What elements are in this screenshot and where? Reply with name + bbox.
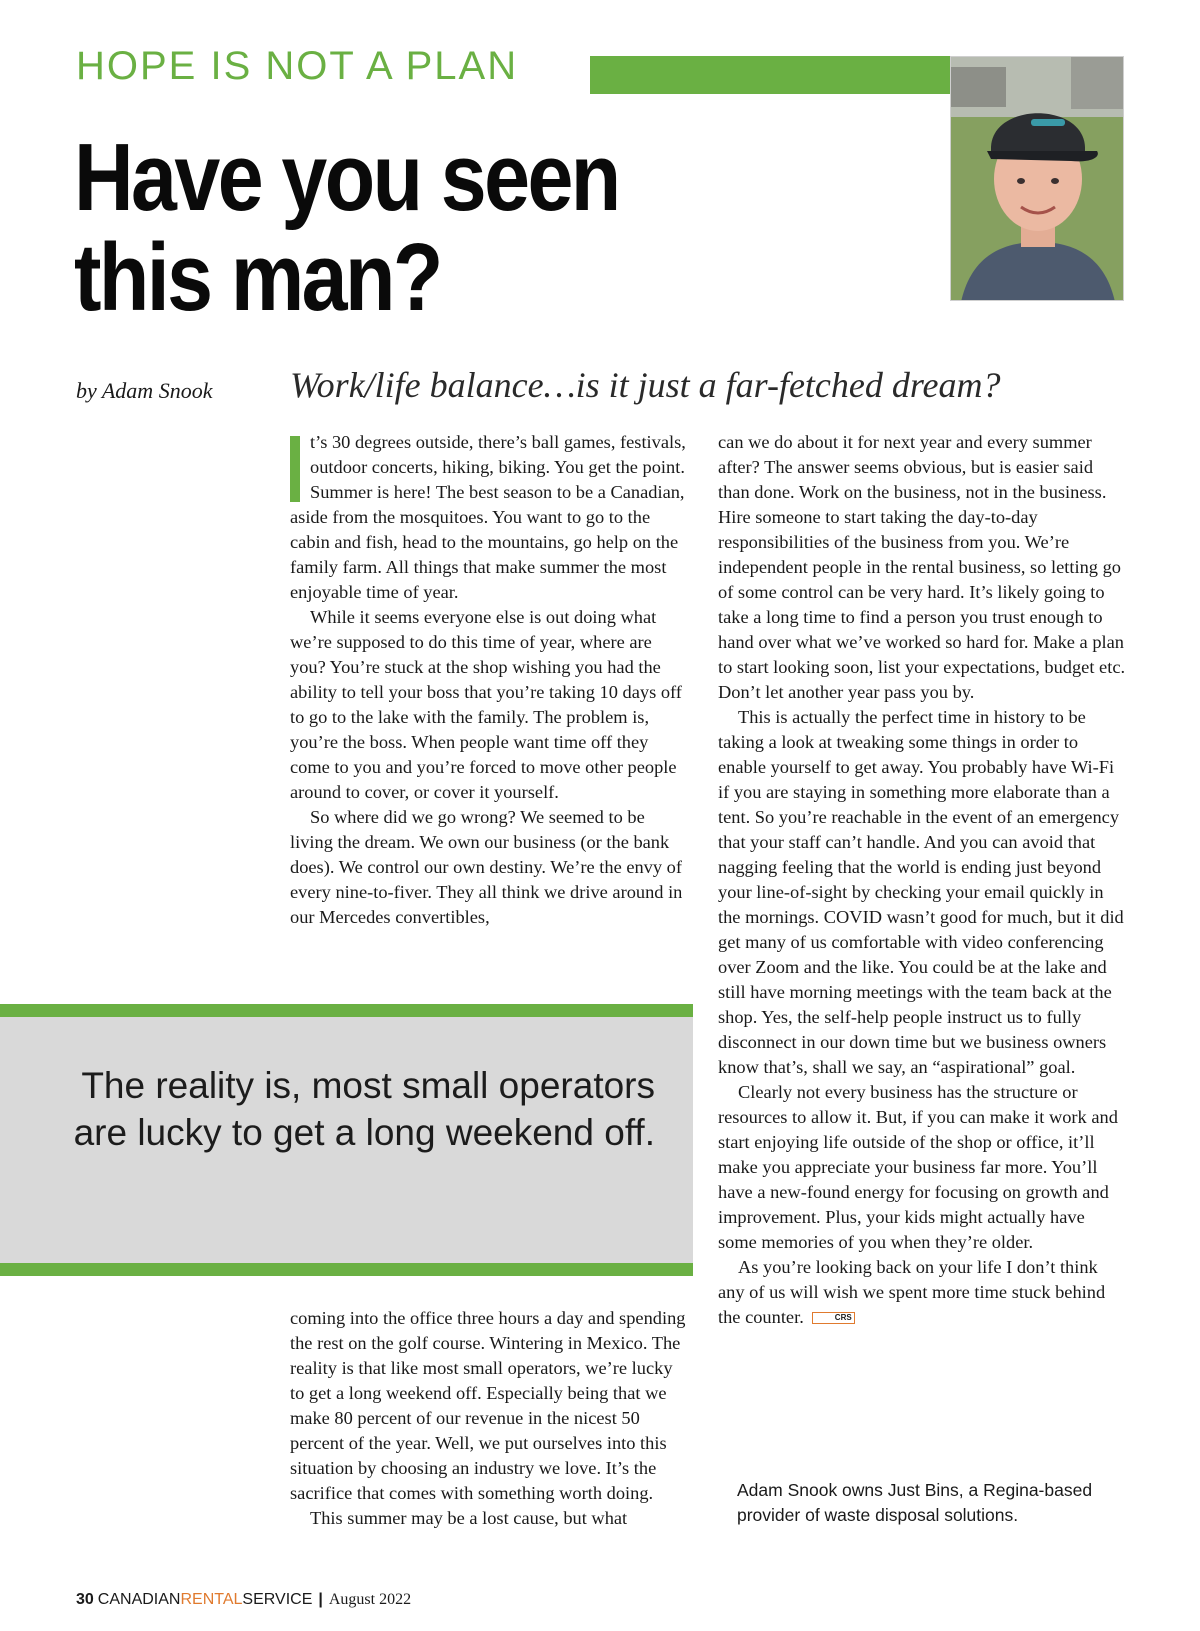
pullquote-bottom-rule <box>0 1263 693 1276</box>
headline <box>74 124 619 331</box>
paragraph: Clearly not every business has the structure or resources to allow it. But, if you can make it work and start enjoying life outside of the shop or office, it’ll make you appreciate your business far more. You’ll have a new-found energy for focusing on growth and improvement. Plus, your kids might actually have some memories of you when they’re older. <box>718 1082 1118 1252</box>
body-column-1 <box>290 430 686 930</box>
headline-line-1: Have you seen <box>74 124 619 231</box>
paragraph: This summer may be a lost cause, but what <box>310 1508 628 1528</box>
drop-cap <box>290 436 300 502</box>
kicker-rule <box>590 56 950 94</box>
byline: by Adam Snook <box>76 378 213 403</box>
paragraph: t’s 30 degrees outside, there’s ball games, festivals, outdoor concerts, hiking, biking. You get the point. Summer is here! The best season to be a Canadian, aside from the mosquitoes. You want to go to the cabin and fish, head to the mountains, go help on the family farm. All things that make summer the most enjoyable time of year. <box>290 432 686 602</box>
page-footer <box>76 1590 411 1610</box>
footer-separator: | <box>318 1591 323 1608</box>
pullquote-text: The reality is, most small operators are lucky to get a long weekend off. <box>73 1065 655 1153</box>
headline-line-2: this man? <box>74 224 441 331</box>
author-photo <box>950 56 1124 301</box>
pullquote-top-rule <box>0 1004 693 1017</box>
issue-date: August 2022 <box>328 1591 412 1608</box>
body-column-2 <box>718 430 1126 1330</box>
paragraph: So where did we go wrong? We seemed to be living the dream. We own our business (or the bank does). We control our own destiny. We’re the envy of every nine-to-fiver. They all think we drive around in our Mercedes convertibles, <box>290 807 683 927</box>
publication-name: CANADIANRENTALSERVICE <box>97 1591 313 1608</box>
page-number: 30 <box>76 1591 94 1608</box>
deck: Work/life balance…is it just a far-fetched dream? <box>290 365 1001 405</box>
paragraph: This is actually the perfect time in history to be taking a look at tweaking some things in order to enable yourself to get away. You probably have Wi-Fi if you are staying in something more elaborate than a tent. So you’re reachable in the event of an emergency that your staff can’t handle. And you can avoid that nagging feeling that the world is ending just beyond your line-of-sight by checking your email quickly in the mornings. COVID wasn’t good for much, but it did get many of us comfortable with video conferencing over Zoom and the like. You could be at the lake and still have morning meetings with the team back at the shop. Yes, the self-help people instruct us to fully disconnect in our down time but we business owners know that’s, shall we say, an “aspirational” goal. <box>718 707 1124 1077</box>
paragraph: can we do about it for next year and every summer after? The answer seems obvious, but is easier said than done. Work on the business, not in the business. Hire someone to start taking the day-to-day responsibilities of the business from you. We’re independent people in the rental business, so letting go of some control can be very hard. It’s likely going to take a long time to find a person you trust enough to hand over what we’ve worked so hard for. Make a plan to start looking soon, list your expectations, budget etc. Don’t let another year pass you by. <box>718 432 1126 702</box>
crs-end-mark-icon: CRS <box>812 1312 855 1324</box>
author-bio: Adam Snook owns Just Bins, a Regina-based provider of waste disposal solutions. <box>737 1480 1093 1525</box>
paragraph: While it seems everyone else is out doing what we’re supposed to do this time of year, where are you? You’re stuck at the shop wishing you had the ability to tell your boss that you’re taking 10 days off to go to the lake with the family. The problem is, you’re the boss. When people want time off they come to you and you’re forced to move other people around to cover, or cover it yourself. <box>290 607 682 802</box>
paragraph: coming into the office three hours a day and spending the rest on the golf course. Wintering in Mexico. The reality is that like most small operators, we’re lucky to get a long weekend off. Especially being that we make 80 percent of our revenue in the nicest 50 percent of the year. Well, we put ourselves into this situation by choosing an industry we love. It’s the sacrifice that comes with something worth doing. <box>290 1308 686 1503</box>
body-column-1-continued <box>290 1306 686 1531</box>
section-kicker: HOPE IS NOT A PLAN <box>76 44 519 88</box>
paragraph: As you’re looking back on your life I don’t think any of us will wish we spent more time stuck behind the counter. CRS <box>718 1257 1106 1327</box>
